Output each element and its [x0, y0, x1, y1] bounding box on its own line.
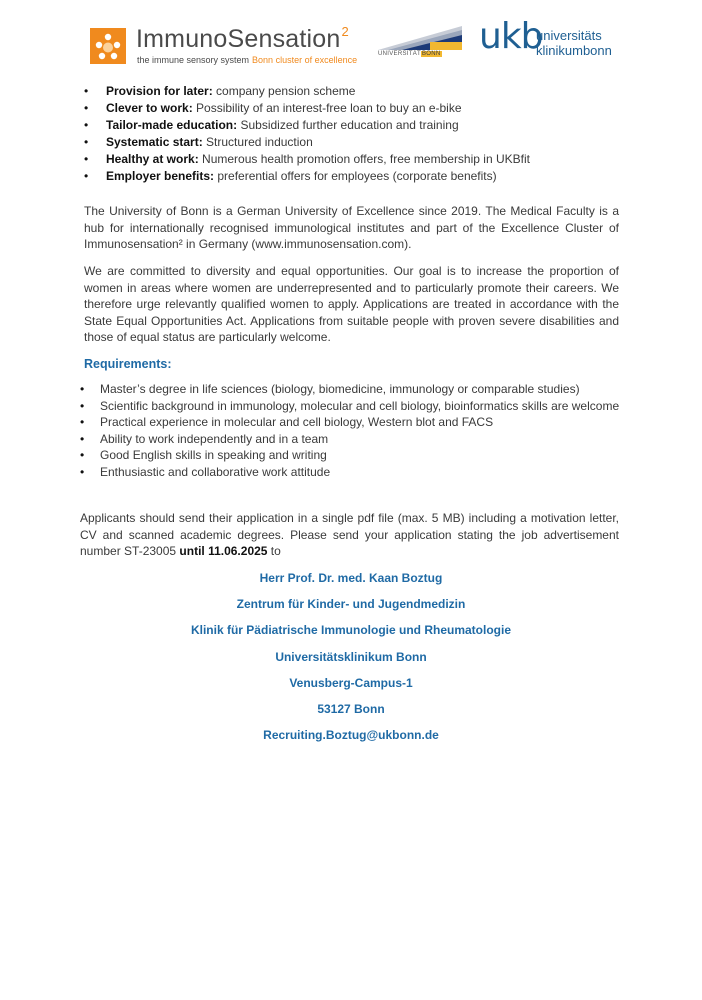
- requirement-item: • Master’s degree in life sciences (biology, biomedicine, immunology or comparable studies): [80, 381, 620, 398]
- deadline: until 11.06.2025: [179, 544, 268, 559]
- requirements-heading: Requirements:: [84, 357, 172, 371]
- university-bonn-logo: [378, 26, 462, 62]
- immunosensation-star-icon: [90, 28, 126, 64]
- benefit-item: • Provision for later: company pension scheme: [84, 83, 624, 100]
- contact-department: Zentrum für Kinder- und Jugendmedizin: [236, 597, 466, 611]
- benefit-item: • Healthy at work: Numerous health promotion offers, free membership in UKBfit: [84, 151, 624, 168]
- contact-clinic: Klinik für Pädiatrische Immunologie und Rheumatologie: [190, 623, 512, 637]
- benefit-item: • Systematic start: Structured induction: [84, 134, 624, 151]
- benefits-list: [84, 83, 624, 185]
- requirement-item: • Good English skills in speaking and writing: [80, 447, 620, 464]
- about-paragraph: The University of Bonn is a German University of Excellence since 2019. The Medical Faculty is a hub for internationally recognised immunological institutes and part of the Excellence Cluster of Immunosensation² in Germany (www.immunosensation.com).: [84, 204, 619, 252]
- benefit-item: • Employer benefits: preferential offers for employees (corporate benefits): [84, 168, 624, 185]
- immunosensation-logo: [90, 23, 365, 70]
- page-header: [0, 16, 702, 70]
- contact-institution: Universitätsklinikum Bonn: [275, 650, 427, 664]
- requirement-item: • Practical experience in molecular and cell biology, Western blot and FACS: [80, 414, 620, 431]
- university-bonn-wordmark: UNIVERSITÄTBONN: [378, 51, 441, 57]
- benefit-item: • Tailor-made education: Subsidized further education and training: [84, 117, 624, 134]
- immunosensation-title: ImmunoSensation$^2$: [136, 23, 349, 53]
- diversity-paragraph: We are committed to diversity and equal opportunities. Our goal is to increase the proportion of women in areas where women are underrepresented and to particularly promote their careers. We therefore urge relevantly qualified women to apply. Applications are treated in accordance with the State Equal Opportunities Act. Applications from suitable people with proven severe disabilities and those of equal status are particularly welcome.: [84, 264, 619, 345]
- requirement-item: • Scientific background in immunology, molecular and cell biology, bioinformatics skills are welcome: [80, 398, 620, 415]
- requirements-list: [80, 381, 620, 481]
- benefit-item: • Clever to work: Possibility of an interest-free loan to buy an e-bike: [84, 100, 624, 117]
- contact-name: Herr Prof. Dr. med. Kaan Boztug: [259, 571, 443, 585]
- ukb-logo: [479, 16, 624, 66]
- university-bonn-emblem-icon: [378, 26, 462, 50]
- ukb-letters: ukb: [479, 16, 543, 57]
- requirement-item: • Enthusiastic and collaborative work attitude: [80, 464, 620, 481]
- immunosensation-tagline: the immune sensory system Bonn cluster of excellence: [137, 55, 358, 65]
- contact-street: Venusberg-Campus-1: [289, 676, 413, 690]
- contact-city: 53127 Bonn: [317, 702, 385, 716]
- contact-email[interactable]: Recruiting.Boztug@ukbonn.de: [263, 728, 439, 742]
- application-paragraph: Applicants should send their application in a single pdf file (max. 5 MB) including a motivation letter, CV and scanned academic degrees. Please send your application stating the job advertisement number ST-23005 until 11.06.2025 to: [80, 511, 619, 559]
- ukb-wordmark: universitäts klinikumbonn: [536, 28, 612, 58]
- requirement-item: • Ability to work independently and in a team: [80, 431, 620, 448]
